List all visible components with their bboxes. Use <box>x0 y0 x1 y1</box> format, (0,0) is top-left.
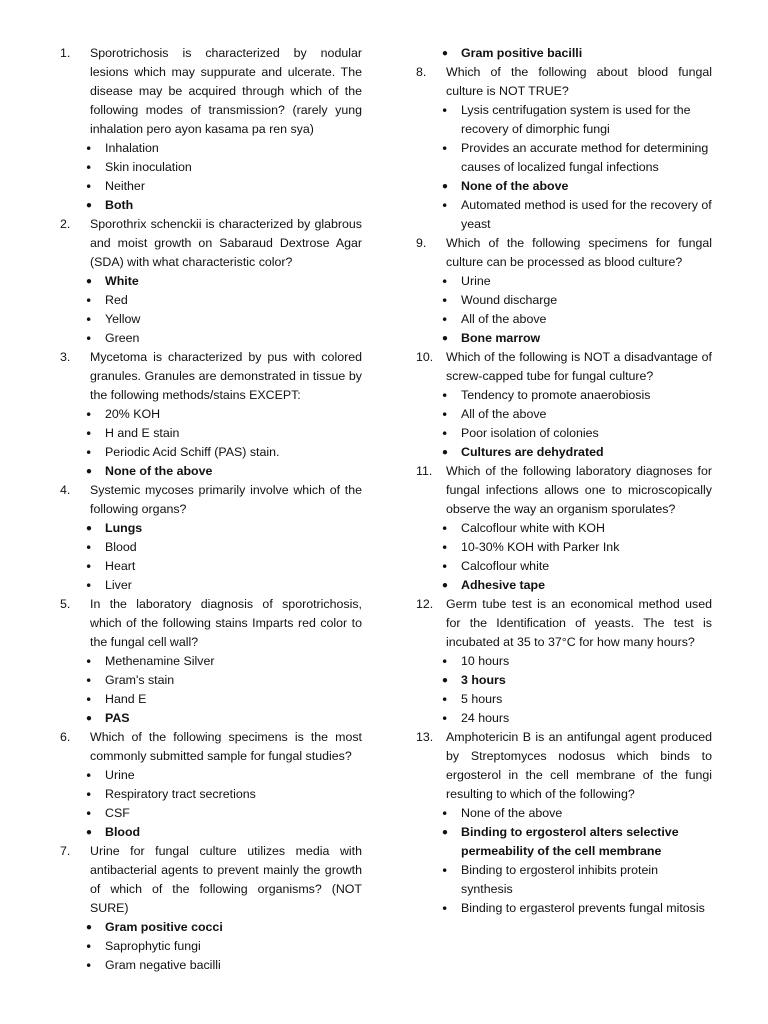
answer-option: • Binding to ergasterol prevents fungal mitosis <box>416 899 712 918</box>
question-text: Which of the following laboratory diagnoses for fungal infections allows one to microscopically observe the way an organism sporulates? <box>446 464 712 516</box>
answer-option: • None of the above <box>60 462 362 481</box>
question-item <box>416 595 712 728</box>
question-number: 11. <box>416 464 433 478</box>
answer-option: • Poor isolation of colonies <box>416 424 712 443</box>
question-header <box>60 595 362 652</box>
question-item <box>60 595 362 728</box>
answer-option: • Calcoflour white with KOH <box>416 519 712 538</box>
answer-option: • Blood <box>60 538 362 557</box>
options-list <box>60 652 362 728</box>
question-text: Sporotrichosis is characterized by nodular lesions which may suppurate and ulcerate. The disease may be acquired through which of the following modes of transmission? (rarely yung inhalation pero ayon kasama pa ren sya) <box>90 46 362 136</box>
answer-option: • CSF <box>60 804 362 823</box>
answer-option: • Urine <box>416 272 712 291</box>
question-item <box>60 481 362 595</box>
question-number: 10. <box>416 350 434 364</box>
question-text: Which of the following specimens for fungal culture can be processed as blood culture? <box>446 236 712 269</box>
question-number: 4. <box>60 483 71 497</box>
answer-option: • Neither <box>60 177 362 196</box>
answer-option: • Gram's stain <box>60 671 362 690</box>
question-header <box>416 348 712 386</box>
question-text: Amphotericin B is an antifungal agent produced by Streptomyces nodosus which binds to ergosterol in the cell membrane of the fungi resulting to which of the following? <box>446 730 712 801</box>
answer-option: • PAS <box>60 709 362 728</box>
answer-option: • Lysis centrifugation system is used for the recovery of dimorphic fungi <box>416 101 712 139</box>
answer-option: • 20% KOH <box>60 405 362 424</box>
answer-option: • Tendency to promote anaerobiosis <box>416 386 712 405</box>
answer-option: • Periodic Acid Schiff (PAS) stain. <box>60 443 362 462</box>
left-column <box>60 44 362 975</box>
answer-option: • Saprophytic fungi <box>60 937 362 956</box>
answer-option: • 3 hours <box>416 671 712 690</box>
answer-option: • Binding to ergosterol inhibits protein synthesis <box>416 861 712 899</box>
options-list <box>60 766 362 842</box>
answer-option: • Methenamine Silver <box>60 652 362 671</box>
question-item <box>60 842 362 975</box>
question-number: 3. <box>60 350 71 364</box>
question-item <box>416 63 712 234</box>
answer-option: • Urine <box>60 766 362 785</box>
question-header <box>60 481 362 519</box>
question-number: 5. <box>60 597 71 611</box>
question-number: 7. <box>60 844 71 858</box>
question-item <box>416 234 712 348</box>
question-number: 2. <box>60 217 71 231</box>
answer-option: • H and E stain <box>60 424 362 443</box>
question-header <box>416 728 712 804</box>
answer-option: • Cultures are dehydrated <box>416 443 712 462</box>
answer-option: • Binding to ergosterol alters selective permeability of the cell membrane <box>416 823 712 861</box>
answer-option: • Red <box>60 291 362 310</box>
answer-option: • Blood <box>60 823 362 842</box>
question-item <box>416 462 712 595</box>
answer-option: • Lungs <box>60 519 362 538</box>
answer-option: • Hand E <box>60 690 362 709</box>
question-header <box>60 728 362 766</box>
options-list <box>416 272 712 348</box>
answer-option: • Automated method is used for the recovery of yeast <box>416 196 712 234</box>
answer-option: • White <box>60 272 362 291</box>
question-item <box>416 348 712 462</box>
question-text: Which of the following specimens is the most commonly submitted sample for fungal studies? <box>90 730 362 763</box>
question-header <box>60 44 362 139</box>
options-list <box>416 804 712 918</box>
question-number: 9. <box>416 236 427 250</box>
options-list <box>416 101 712 234</box>
question-number: 6. <box>60 730 71 744</box>
question-header <box>60 348 362 405</box>
question-text: Systemic mycoses primarily involve which of the following organs? <box>90 483 362 516</box>
answer-option: • 5 hours <box>416 690 712 709</box>
answer-option: • Gram negative bacilli <box>60 956 362 975</box>
right-column <box>416 44 712 918</box>
answer-option: • Gram positive bacilli <box>416 44 712 63</box>
continued-options <box>416 44 712 63</box>
answer-option: • Heart <box>60 557 362 576</box>
question-header <box>60 842 362 918</box>
question-number: 8. <box>416 65 427 79</box>
answer-option: • 10-30% KOH with Parker Ink <box>416 538 712 557</box>
options-list <box>416 652 712 728</box>
answer-option: • 10 hours <box>416 652 712 671</box>
question-number: 13. <box>416 730 434 744</box>
answer-option: • 24 hours <box>416 709 712 728</box>
answer-option: • Calcoflour white <box>416 557 712 576</box>
options-list <box>416 519 712 595</box>
answer-option: • Green <box>60 329 362 348</box>
answer-option: • All of the above <box>416 405 712 424</box>
question-header <box>416 63 712 101</box>
answer-option: • Provides an accurate method for determining causes of localized fungal infections <box>416 139 712 177</box>
question-text: Sporothrix schenckii is characterized by glabrous and moist growth on Sabaraud Dextrose Agar (SDA) with what characteristic color? <box>90 217 362 269</box>
answer-option: • Bone marrow <box>416 329 712 348</box>
question-header <box>416 234 712 272</box>
question-text: Urine for fungal culture utilizes media with antibacterial agents to prevent mainly the growth of which of the following organisms? (NOT SURE) <box>90 844 362 915</box>
answer-option: • Liver <box>60 576 362 595</box>
options-list <box>416 386 712 462</box>
question-item <box>416 728 712 918</box>
question-number: 1. <box>60 46 71 60</box>
answer-option: • Yellow <box>60 310 362 329</box>
question-text: Which of the following about blood fungal culture is NOT TRUE? <box>446 65 712 98</box>
question-header <box>60 215 362 272</box>
options-list <box>60 272 362 348</box>
options-list <box>60 519 362 595</box>
question-item <box>60 348 362 481</box>
question-text: Germ tube test is an economical method used for the Identification of yeasts. The test is incubated at 35 to 37°C for how many hours? <box>446 597 712 649</box>
question-item <box>60 215 362 348</box>
answer-option: • None of the above <box>416 177 712 196</box>
question-item <box>60 728 362 842</box>
question-text: Which of the following is NOT a disadvantage of screw-capped tube for fungal culture? <box>446 350 712 383</box>
answer-option: • Skin inoculation <box>60 158 362 177</box>
question-text: In the laboratory diagnosis of sporotrichosis, which of the following stains Imparts red color to the fungal cell wall? <box>90 597 362 649</box>
question-header <box>416 595 712 652</box>
answer-option: • Respiratory tract secretions <box>60 785 362 804</box>
answer-option: • All of the above <box>416 310 712 329</box>
answer-option: • None of the above <box>416 804 712 823</box>
question-number: 12. <box>416 597 434 611</box>
options-list <box>60 918 362 975</box>
answer-option: • Wound discharge <box>416 291 712 310</box>
question-item <box>60 44 362 215</box>
answer-option: • Gram positive cocci <box>60 918 362 937</box>
question-text: Mycetoma is characterized by pus with colored granules. Granules are demonstrated in tissue by the following methods/stains EXCEPT: <box>90 350 362 402</box>
options-list <box>60 405 362 481</box>
answer-option: • Adhesive tape <box>416 576 712 595</box>
answer-option: • Inhalation <box>60 139 362 158</box>
answer-option: • Both <box>60 196 362 215</box>
question-header <box>416 462 712 519</box>
options-list <box>60 139 362 215</box>
